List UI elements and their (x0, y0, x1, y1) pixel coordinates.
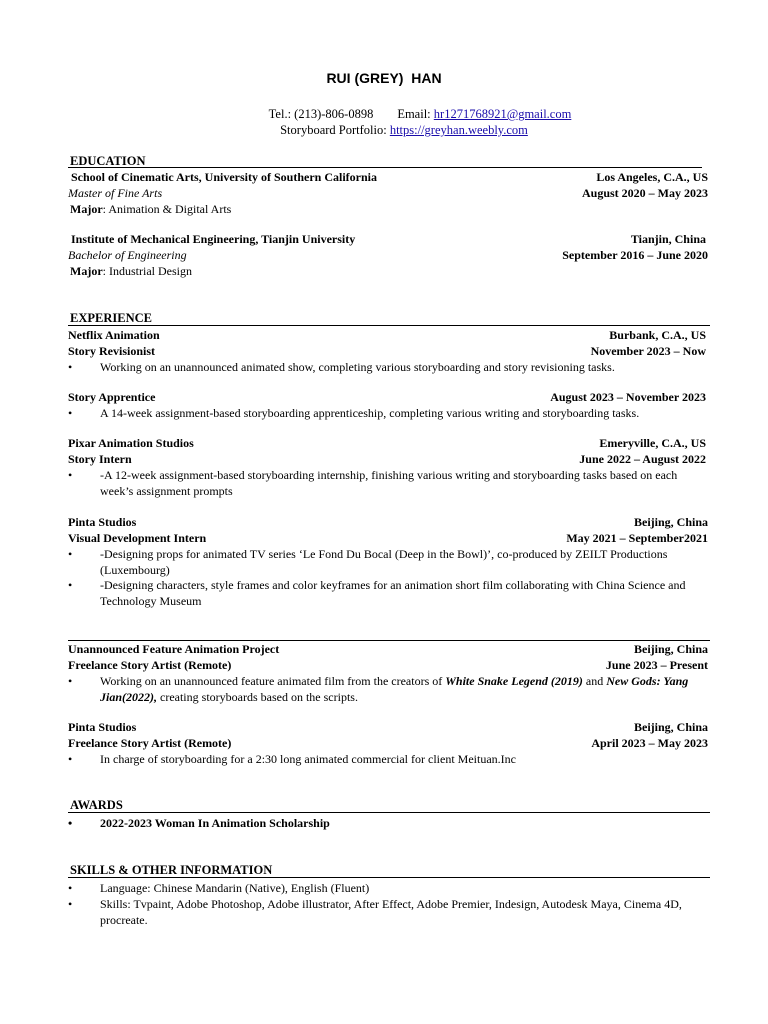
award-item: 2022-2023 Woman In Animation Scholarship (100, 816, 330, 830)
exp-dates: April 2023 – May 2023 (591, 736, 708, 750)
exp-role: Story Revisionist (68, 344, 155, 358)
edu-location: Tianjin, China (630, 232, 706, 246)
edu-dates: August 2020 – May 2023 (581, 186, 708, 200)
bullet-point: • (68, 360, 73, 374)
email-label: Email: (397, 107, 434, 121)
bullet-point: • (68, 578, 73, 592)
exp-location: Beijing, China (633, 642, 708, 656)
bullet-text-part: and (582, 674, 607, 688)
exp-dates: November 2023 – Now (590, 344, 706, 358)
skills-rule (68, 877, 710, 878)
exp-company: Unannounced Feature Animation Project (68, 642, 280, 656)
exp-role: Story Apprentice (68, 390, 156, 404)
portfolio-label: Storyboard Portfolio: (280, 123, 390, 137)
portfolio-line (0, 122, 768, 138)
exp-bullet-text: In charge of storyboarding for a 2:30 long animated commercial for client Meituan.Inc (100, 752, 516, 766)
exp-role: Visual Development Intern (68, 531, 207, 545)
major-label: Major (70, 202, 103, 216)
edu-location: Los Angeles, C.A., US (596, 170, 708, 184)
edu-major (70, 263, 192, 279)
exp-bullet-text: -Designing characters, style frames and color keyframes for an animation short film collaborating with China Science and Technology Museum (100, 578, 686, 608)
exp-location: Emeryville, C.A., US (599, 436, 706, 450)
resume-name: RUI (GREY) HAN (326, 70, 442, 86)
exp-role: Story Intern (68, 452, 132, 466)
bullet-point: • (68, 881, 73, 895)
bullet-point: • (68, 468, 73, 482)
bullet-point: • (68, 674, 73, 688)
skills-heading: SKILLS & OTHER INFORMATION (70, 863, 273, 877)
bullet-point: • (68, 752, 73, 766)
exp-bullet-text: A 14-week assignment-based storyboarding apprenticeship, completing various writing and storyboarding tasks. (100, 406, 640, 420)
skills-list: Skills: Tvpaint, Adobe Photoshop, Adobe illustrator, After Effect, Adobe Premier, Indesign, Autodesk Maya, Cinema 4D, procreate. (100, 897, 682, 927)
bullet-text-part: creating storyboards based on the scripts. (157, 690, 358, 704)
bullet-point: • (68, 406, 73, 420)
exp-company: Pinta Studios (68, 515, 137, 529)
exp-bullet-text: Working on an unannounced animated show, completing various storyboarding and story revisioning tasks. (100, 360, 615, 374)
exp-role: Freelance Story Artist (Remote) (68, 658, 232, 672)
exp-dates: May 2021 – September2021 (566, 531, 708, 545)
major-value: : Animation & Digital Arts (102, 202, 232, 216)
exp-bullet-text (100, 673, 690, 705)
experience-heading: EXPERIENCE (70, 311, 152, 325)
experience-rule (68, 325, 710, 326)
exp-location: Beijing, China (633, 720, 708, 734)
contact-line (0, 106, 768, 122)
bullet-point: • (68, 897, 73, 911)
exp-location: Beijing, China (633, 515, 708, 529)
bullet-point: • (68, 547, 73, 561)
exp-location: Burbank, C.A., US (609, 328, 706, 342)
exp-dates: August 2023 – November 2023 (550, 390, 706, 404)
major-label: Major (70, 264, 103, 278)
exp-dates: June 2022 – August 2022 (579, 452, 706, 466)
awards-heading: AWARDS (70, 798, 123, 812)
bullet-point: • (68, 816, 73, 830)
exp-dates: June 2023 – Present (605, 658, 708, 672)
tel-label: Tel.: (268, 107, 295, 121)
film-title: White Snake Legend (2019) (445, 674, 583, 688)
edu-school: Institute of Mechanical Engineering, Tianjin University (71, 232, 356, 246)
exp-bullet-text: -Designing props for animated TV series ‘Le Fond Du Bocal (Deep in the Bowl)’, co-produced by ZEILT Productions (Luxembourg) (100, 547, 668, 577)
exp-company: Netflix Animation (68, 328, 160, 342)
edu-school: School of Cinematic Arts, University of Southern California (71, 170, 377, 184)
edu-major (70, 201, 231, 217)
exp-company: Pixar Animation Studios (68, 436, 194, 450)
education-heading: EDUCATION (70, 154, 146, 168)
awards-rule (68, 812, 710, 813)
skills-language: Language: Chinese Mandarin (Native), English (Fluent) (100, 881, 370, 895)
email-link[interactable]: hr1271768921@gmail.com (433, 107, 572, 121)
edu-degree: Bachelor of Engineering (68, 248, 187, 262)
film-title: New Gods: Yang Jian(2022), (100, 674, 689, 704)
major-value: : Industrial Design (102, 264, 192, 278)
tel-number: (213)-806-0898 (294, 107, 374, 121)
edu-degree: Master of Fine Arts (68, 186, 163, 200)
exp-company: Pinta Studios (68, 720, 137, 734)
portfolio-link[interactable]: https://greyhan.weebly.com (389, 123, 528, 137)
exp-role: Freelance Story Artist (Remote) (68, 736, 232, 750)
exp-bullet-text: -A 12-week assignment-based storyboarding internship, finishing various writing and storyboarding tasks based on each week’s assignment prompts (100, 468, 678, 498)
bullet-text-part: Working on an unannounced feature animated film from the creators of (100, 674, 446, 688)
edu-dates: September 2016 – June 2020 (562, 248, 708, 262)
education-rule (68, 167, 702, 168)
